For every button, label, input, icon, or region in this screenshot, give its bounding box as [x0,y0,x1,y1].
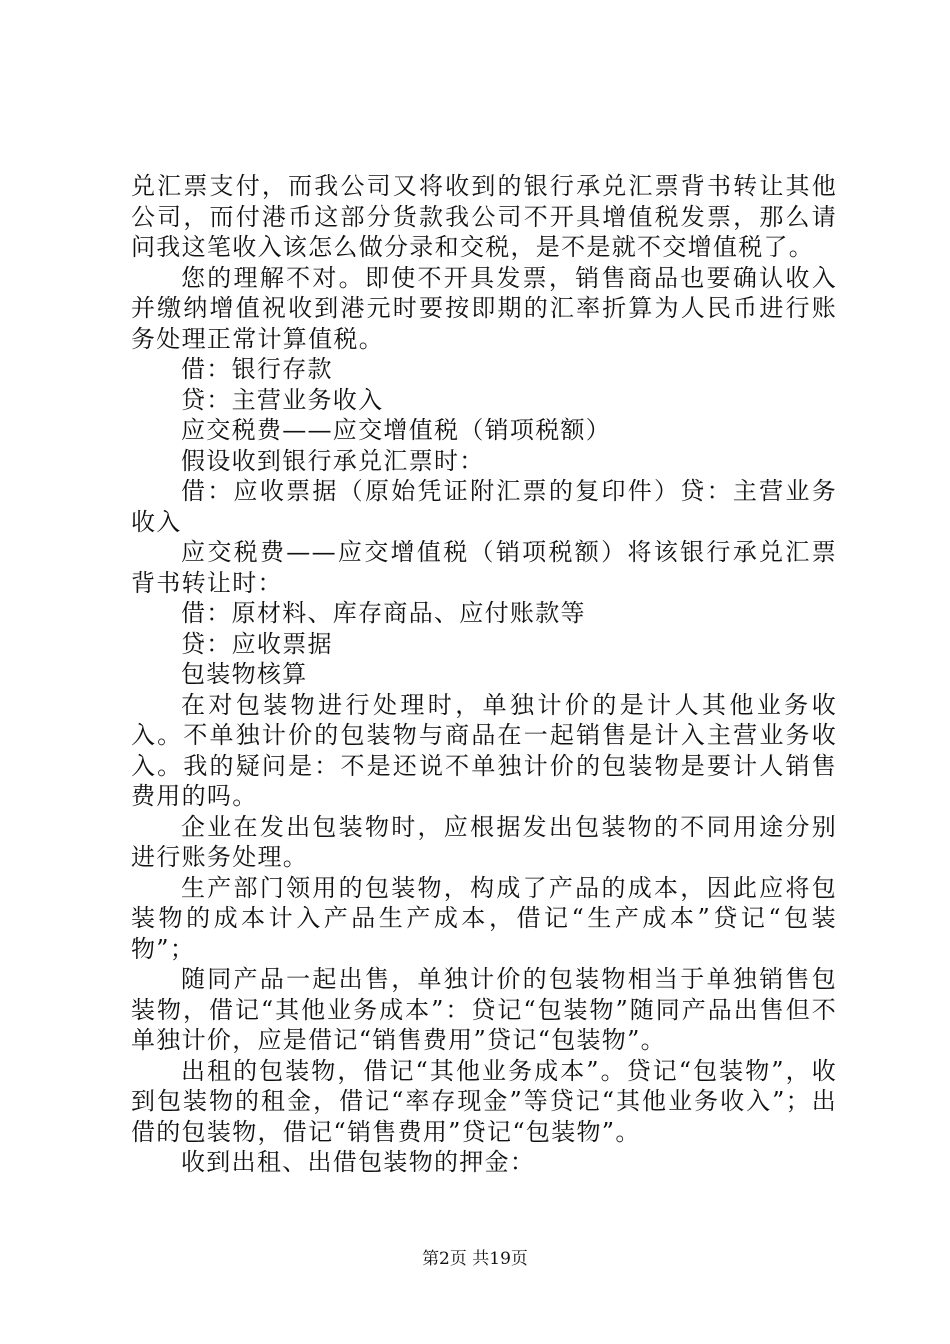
paragraph: 包装物核算 [181,660,308,688]
paragraph: 您的理解不对。即使不开具发票，销售商品也要确认收入并缴纳增值祝收到港元时要按即期的汇率折算为人民币进行账务处理正常计算值税。 [131,263,837,353]
paragraph: 收到出租、出借包装物的押金： [181,1148,536,1176]
paragraph: 应交税费——应交增值税（销项税额）将该银行承兑汇票背书转让时： [131,538,837,597]
paragraph: 出租的包装物，借记“其他业务成本”。贷记“包装物”，收到包装物的租金，借记“率存现金”等贷记“其他业务收入”；出借的包装物，借记“销售费用”贷记“包装物”。 [131,1056,837,1146]
paragraph: 生产部门领用的包装物，构成了产品的成本，因此应将包装物的成本计入产品生产成本，借记“生产成本”贷记“包装物”； [131,873,837,963]
document-body [131,171,837,1178]
paragraph: 贷：主营业务收入 [181,385,384,414]
paragraph: 在对包装物进行处理时，单独计价的是计人其他业务收入。不单独计价的包装物与商品在一起销售是计入主营业务收入。我的疑问是：不是还说不单独计价的包装物是要计人销售费用的吗。 [131,690,837,810]
page-number-footer: 第2页 共19页 [422,1249,528,1269]
paragraph: 随同产品一起出售，单独计价的包装物相当于单独销售包装物，借记“其他业务成本”：贷记“包装物”随同产品出售但不单独计价，应是借记“销售费用”贷记“包装物”。 [131,965,837,1054]
paragraph: 贷：应收票据 [181,629,333,658]
paragraph: 应交税费——应交增值税（销项税额） [181,416,612,444]
paragraph: 兑汇票支付，而我公司又将收到的银行承兑汇票背书转让其他公司，而付港币这部分货款我公司不开具增值税发票，那么请问我这笔收入该怎么做分录和交税，是不是就不交增值税了。 [131,172,837,261]
paragraph: 企业在发出包装物时，应根据发出包装物的不同用途分别进行账务处理。 [131,812,837,871]
paragraph: 借：应收票据（原始凭证附汇票的复印件）贷：主营业务收入 [131,477,837,536]
paragraph: 假设收到银行承兑汇票时： [181,446,485,475]
paragraph: 借：原材料、库存商品、应付账款等 [181,599,586,627]
paragraph: 借：银行存款 [181,355,333,383]
